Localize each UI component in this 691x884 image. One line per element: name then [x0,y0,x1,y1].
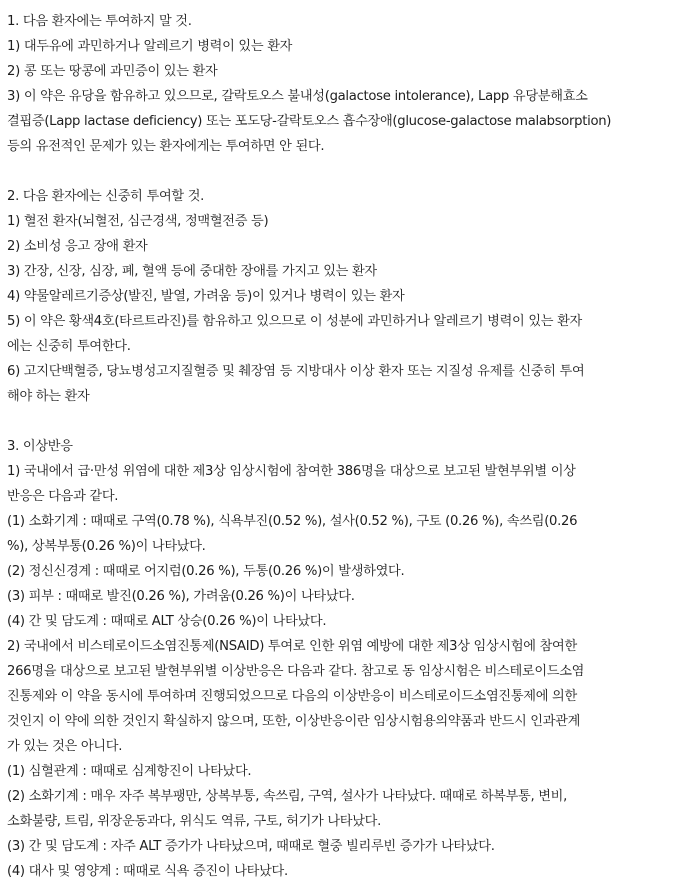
text-line: (4) 간 및 담도계 : 때때로 ALT 상승(0.26 %)이 나타났다. [7,614,327,629]
text-line: (3) 피부 : 때때로 발진(0.26 %), 가려움(0.26 %)이 나타났다. [7,589,355,604]
text-line: 결핍증(Lapp lactase deficiency) 또는 포도당-갈락토오스 흡수장애(glucose-galactose malabsorption) [7,114,612,129]
text-line: 것인지 이 약에 의한 것인지 확실하지 않으며, 또한, 이상반응이란 임상시험용의약품과 반드시 인과관계 [7,714,581,729]
text-line: 소화불량, 트림, 위장운동과다, 위식도 역류, 구토, 허기가 나타났다. [7,814,382,829]
text-line: (2) 소화기계 : 매우 자주 복부팽만, 상복부통, 속쓰림, 구역, 설사가 나타났다. 때때로 하복부통, 변비, [7,789,568,804]
text-line: 2) 콩 또는 땅콩에 과민증이 있는 환자 [7,64,218,79]
text-line: 등의 유전적인 문제가 있는 환자에게는 투여하면 안 된다. [7,139,325,154]
text-line: 1) 국내에서 급·만성 위염에 대한 제3상 임상시험에 참여한 386명을 대상으로 보고된 발현부위별 이상 [7,464,576,479]
section-heading: 1. 다음 환자에는 투여하지 말 것. [7,14,192,29]
text-line: 4) 약물알레르기증상(발진, 발열, 가려움 등)이 있거나 병력이 있는 환자 [7,289,405,304]
blank-line [7,160,683,184]
text-line: 1) 혈전 환자(뇌혈전, 심근경색, 정맥혈전증 등) [7,214,269,229]
text-line: 266명을 대상으로 보고된 발현부위별 이상반응은 다음과 같다. 참고로 동 임상시험은 비스테로이드소염 [7,664,585,679]
text-line: 1) 대두유에 과민하거나 알레르기 병력이 있는 환자 [7,39,293,54]
section-heading: 2. 다음 환자에는 신중히 투여할 것. [7,189,205,204]
text-line: (1) 심혈관계 : 때때로 심계항진이 나타났다. [7,764,252,779]
text-line: %), 상복부통(0.26 %)이 나타났다. [7,539,206,554]
text-line: 3) 이 약은 유당을 함유하고 있으므로, 갈락토오스 불내성(galactose intolerance), Lapp 유당분해효소 [7,89,588,104]
text-line: 에는 신중히 투여한다. [7,339,131,354]
text-line: 5) 이 약은 황색4호(타르트라진)를 함유하고 있으므로 이 성분에 과민하거나 알레르기 병력이 있는 환자 [7,314,582,329]
text-line: 6) 고지단백혈증, 당뇨병성고지질혈증 및 췌장염 등 지방대사 이상 환자 또는 지질성 유제를 신중히 투여 [7,364,585,379]
section-heading: 3. 이상반응 [7,439,73,454]
text-line: 2) 국내에서 비스테로이드소염진통제(NSAID) 투여로 인한 위염 예방에 대한 제3상 임상시험에 참여한 [7,639,577,654]
text-line: 해야 하는 환자 [7,389,90,404]
text-line: (3) 간 및 담도계 : 자주 ALT 증가가 나타났으며, 때때로 혈중 빌리루빈 증가가 나타났다. [7,839,495,854]
text-line: (2) 정신신경계 : 때때로 어지럼(0.26 %), 두통(0.26 %)이 발생하였다. [7,564,405,579]
text-line: (4) 대사 및 영양계 : 때때로 식욕 증진이 나타났다. [7,864,288,879]
text-line: 진통제와 이 약을 동시에 투여하며 진행되었으므로 다음의 이상반응이 비스테로이드소염진통제에 의한 [7,689,577,704]
text-line: 3) 간장, 신장, 심장, 폐, 혈액 등에 중대한 장애를 가지고 있는 환자 [7,264,377,279]
text-line: 2) 소비성 응고 장애 환자 [7,239,148,254]
text-line: 가 있는 것은 아니다. [7,739,123,754]
text-line: (1) 소화기계 : 때때로 구역(0.78 %), 식욕부진(0.52 %), 설사(0.52 %), 구토 (0.26 %), 속쓰림(0.26 [7,514,578,529]
text-line: 반응은 다음과 같다. [7,489,119,504]
blank-line [7,410,683,434]
